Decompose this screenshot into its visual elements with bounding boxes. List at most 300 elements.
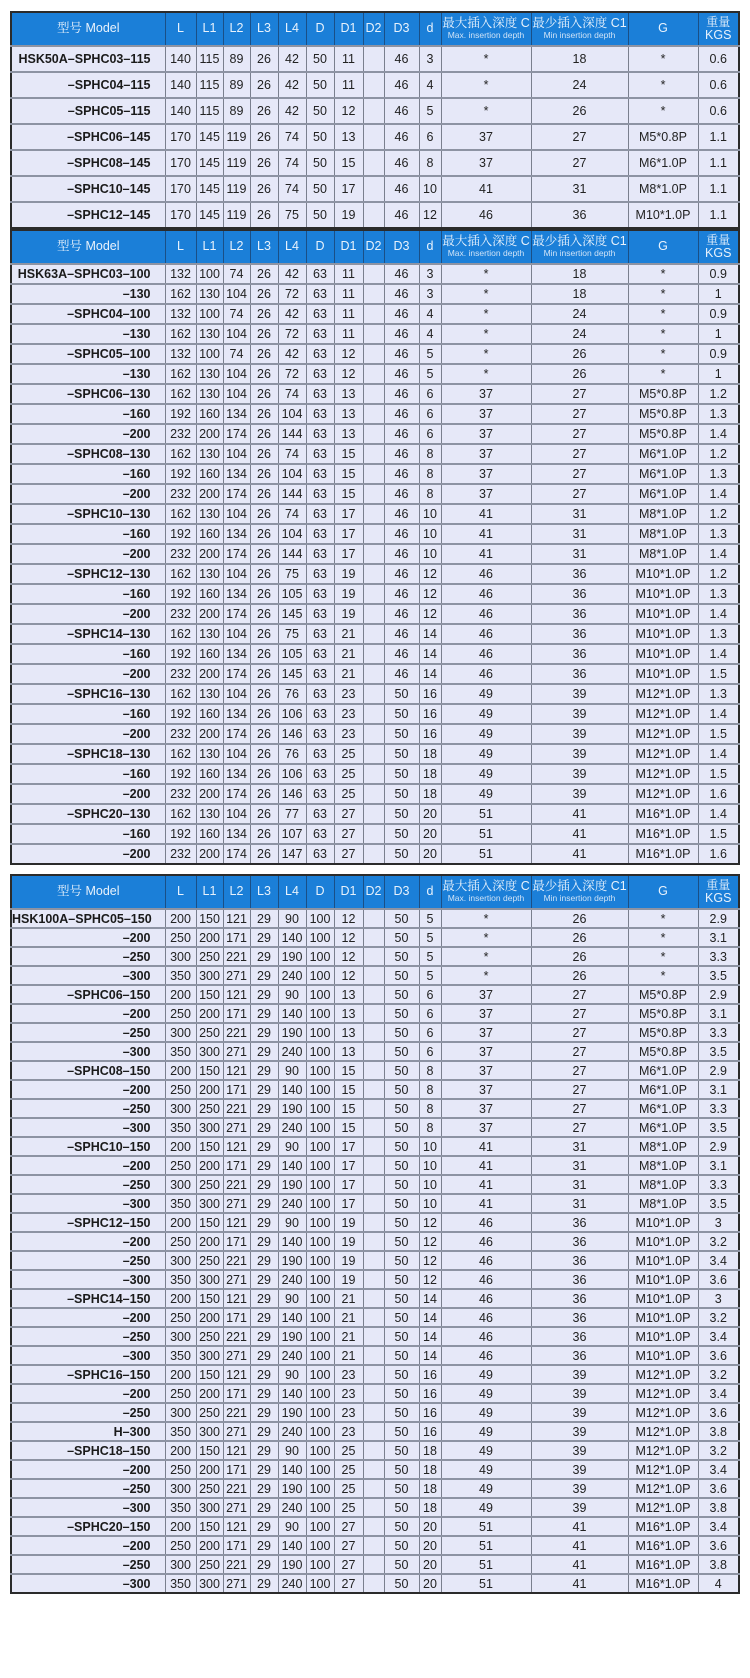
- cell-min-depth-C1: 36: [531, 1289, 628, 1308]
- cell-L1: 250: [196, 1251, 223, 1270]
- cell-d: 18: [419, 1441, 441, 1460]
- cell-L4: 240: [278, 1118, 306, 1137]
- cell-L2: 121: [223, 1365, 250, 1384]
- cell-L3: 26: [250, 72, 278, 98]
- cell-weight-kgs: 3.6: [698, 1270, 739, 1289]
- cell-L3: 26: [250, 584, 278, 604]
- cell-thread-G: M5*0.8P: [628, 1004, 698, 1023]
- cell-L4: 72: [278, 364, 306, 384]
- cell-L2: 134: [223, 824, 250, 844]
- cell-L: 232: [165, 844, 196, 864]
- cell-D3: 50: [384, 684, 419, 704]
- cell-L4: 90: [278, 1365, 306, 1384]
- cell-D: 100: [306, 1536, 334, 1555]
- cell-D1: 23: [334, 704, 363, 724]
- cell-d: 10: [419, 1175, 441, 1194]
- cell-L2: 221: [223, 1023, 250, 1042]
- cell-d: 6: [419, 384, 441, 404]
- cell-min-depth-C1: 41: [531, 1574, 628, 1593]
- table-row: [11, 364, 739, 384]
- cell-D: 100: [306, 1384, 334, 1403]
- cell-weight-kgs: 1.4: [698, 544, 739, 564]
- cell-min-depth-C1: 31: [531, 504, 628, 524]
- table-row: [11, 1498, 739, 1517]
- cell-D1: 19: [334, 564, 363, 584]
- cell-L1: 100: [196, 264, 223, 284]
- cell-D2: [363, 1118, 384, 1137]
- cell-D3: 50: [384, 966, 419, 985]
- cell-D2: [363, 1403, 384, 1422]
- header-label: 重量: [706, 232, 731, 247]
- cell-L4: 140: [278, 1384, 306, 1403]
- cell-min-depth-C1: 41: [531, 1517, 628, 1536]
- cell-L3: 29: [250, 966, 278, 985]
- cell-D1: 19: [334, 1213, 363, 1232]
- cell-L3: 26: [250, 304, 278, 324]
- header-row: [11, 12, 739, 46]
- table-row: [11, 384, 739, 404]
- cell-L3: 26: [250, 624, 278, 644]
- table-row: [11, 1536, 739, 1555]
- cell-L: 132: [165, 304, 196, 324]
- cell-D1: 17: [334, 1137, 363, 1156]
- cell-D1: 19: [334, 1232, 363, 1251]
- cell-L2: 221: [223, 1099, 250, 1118]
- cell-D1: 17: [334, 1156, 363, 1175]
- cell-min-depth-C1: 39: [531, 724, 628, 744]
- cell-D3: 50: [384, 928, 419, 947]
- header-label: D2: [365, 21, 382, 36]
- cell-L2: 271: [223, 1118, 250, 1137]
- cell-d: 14: [419, 1289, 441, 1308]
- cell-model: –250: [11, 1479, 165, 1498]
- cell-L2: 134: [223, 524, 250, 544]
- cell-max-depth-C: *: [441, 947, 531, 966]
- cell-model: –SPHC08–150: [11, 1061, 165, 1080]
- cell-D: 50: [306, 98, 334, 124]
- cell-max-depth-C: 46: [441, 644, 531, 664]
- cell-L4: 144: [278, 424, 306, 444]
- cell-L3: 29: [250, 1346, 278, 1365]
- cell-weight-kgs: 3.2: [698, 1441, 739, 1460]
- cell-D1: 25: [334, 1441, 363, 1460]
- cell-max-depth-C: 46: [441, 1232, 531, 1251]
- cell-min-depth-C1: 27: [531, 464, 628, 484]
- cell-L3: 29: [250, 985, 278, 1004]
- cell-L4: 140: [278, 1308, 306, 1327]
- header-D: [306, 875, 334, 909]
- cell-D: 50: [306, 124, 334, 150]
- cell-max-depth-C: 46: [441, 1270, 531, 1289]
- cell-L4: 147: [278, 844, 306, 864]
- cell-d: 16: [419, 1403, 441, 1422]
- cell-d: 3: [419, 284, 441, 304]
- cell-D3: 46: [384, 344, 419, 364]
- cell-max-depth-C: 46: [441, 1251, 531, 1270]
- cell-L3: 29: [250, 1156, 278, 1175]
- table-row: [11, 444, 739, 464]
- cell-L: 232: [165, 664, 196, 684]
- cell-model: –300: [11, 1118, 165, 1137]
- cell-max-depth-C: 37: [441, 150, 531, 176]
- cell-L: 162: [165, 624, 196, 644]
- table-row: [11, 1517, 739, 1536]
- cell-max-depth-C: 37: [441, 404, 531, 424]
- cell-model: –200: [11, 1384, 165, 1403]
- cell-D1: 12: [334, 364, 363, 384]
- cell-min-depth-C1: 24: [531, 324, 628, 344]
- cell-L1: 200: [196, 1308, 223, 1327]
- cell-max-depth-C: 41: [441, 1175, 531, 1194]
- cell-d: 6: [419, 1023, 441, 1042]
- cell-model: –250: [11, 1555, 165, 1574]
- cell-D2: [363, 464, 384, 484]
- cell-max-depth-C: 41: [441, 504, 531, 524]
- table-row: [11, 1099, 739, 1118]
- header-label: L1: [202, 21, 217, 36]
- cell-min-depth-C1: 36: [531, 1327, 628, 1346]
- cell-model: –250: [11, 1327, 165, 1346]
- cell-D: 63: [306, 804, 334, 824]
- cell-thread-G: M16*1.0P: [628, 804, 698, 824]
- cell-max-depth-C: 41: [441, 544, 531, 564]
- cell-D2: [363, 985, 384, 1004]
- cell-L: 170: [165, 176, 196, 202]
- cell-L3: 29: [250, 1384, 278, 1403]
- cell-L1: 150: [196, 1441, 223, 1460]
- cell-weight-kgs: 1.4: [698, 604, 739, 624]
- cell-model: –200: [11, 424, 165, 444]
- cell-D1: 15: [334, 1061, 363, 1080]
- cell-L1: 160: [196, 584, 223, 604]
- spec-table-hsk50a: [10, 11, 740, 229]
- cell-min-depth-C1: 26: [531, 364, 628, 384]
- cell-L: 350: [165, 1118, 196, 1137]
- cell-D1: 12: [334, 344, 363, 364]
- cell-d: 4: [419, 324, 441, 344]
- cell-weight-kgs: 0.9: [698, 304, 739, 324]
- cell-min-depth-C1: 27: [531, 1080, 628, 1099]
- cell-L: 350: [165, 1574, 196, 1593]
- cell-L: 350: [165, 1346, 196, 1365]
- cell-D: 100: [306, 928, 334, 947]
- cell-D1: 11: [334, 324, 363, 344]
- header-label: L4: [285, 239, 299, 254]
- cell-max-depth-C: 46: [441, 584, 531, 604]
- cell-L2: 119: [223, 150, 250, 176]
- cell-D2: [363, 1213, 384, 1232]
- header-label: L1: [202, 884, 217, 899]
- cell-L2: 104: [223, 744, 250, 764]
- header-D1: [334, 875, 363, 909]
- cell-D: 63: [306, 364, 334, 384]
- cell-thread-G: M16*1.0P: [628, 1555, 698, 1574]
- cell-L1: 300: [196, 1346, 223, 1365]
- cell-L: 232: [165, 724, 196, 744]
- cell-min-depth-C1: 36: [531, 1270, 628, 1289]
- table-row: [11, 1403, 739, 1422]
- cell-D2: [363, 564, 384, 584]
- cell-D3: 46: [384, 264, 419, 284]
- cell-thread-G: *: [628, 928, 698, 947]
- cell-L2: 119: [223, 202, 250, 228]
- header-sublabel: Min insertion depth: [543, 30, 616, 41]
- header-label: G: [658, 239, 668, 254]
- cell-max-depth-C: 41: [441, 524, 531, 544]
- cell-L: 250: [165, 928, 196, 947]
- cell-L3: 29: [250, 1194, 278, 1213]
- cell-weight-kgs: 3.2: [698, 1232, 739, 1251]
- cell-L: 300: [165, 1555, 196, 1574]
- cell-thread-G: M12*1.0P: [628, 704, 698, 724]
- cell-D3: 46: [384, 324, 419, 344]
- cell-L2: 271: [223, 1498, 250, 1517]
- cell-d: 10: [419, 1137, 441, 1156]
- cell-D1: 11: [334, 72, 363, 98]
- header-label: D: [315, 21, 325, 36]
- cell-thread-G: *: [628, 264, 698, 284]
- cell-D1: 21: [334, 644, 363, 664]
- cell-min-depth-C1: 39: [531, 784, 628, 804]
- cell-L2: 104: [223, 364, 250, 384]
- cell-D: 100: [306, 1289, 334, 1308]
- header-L3: [250, 875, 278, 909]
- header-D1: [334, 12, 363, 46]
- cell-min-depth-C1: 27: [531, 1061, 628, 1080]
- cell-min-depth-C1: 18: [531, 284, 628, 304]
- cell-D1: 17: [334, 504, 363, 524]
- cell-max-depth-C: 37: [441, 424, 531, 444]
- header-label: 重量: [706, 877, 731, 892]
- cell-min-depth-C1: 39: [531, 764, 628, 784]
- cell-D: 100: [306, 1156, 334, 1175]
- spec-table-hsk63a: [10, 229, 740, 865]
- cell-model: –200: [11, 1232, 165, 1251]
- cell-L: 350: [165, 1270, 196, 1289]
- cell-thread-G: M5*0.8P: [628, 424, 698, 444]
- table-row: [11, 1251, 739, 1270]
- table-row: [11, 844, 739, 864]
- cell-D1: 25: [334, 1479, 363, 1498]
- table-header: [11, 230, 739, 264]
- cell-D: 100: [306, 1061, 334, 1080]
- cell-thread-G: *: [628, 344, 698, 364]
- cell-model: –SPHC20–130: [11, 804, 165, 824]
- cell-D1: 17: [334, 1194, 363, 1213]
- cell-D2: [363, 784, 384, 804]
- cell-L3: 29: [250, 1460, 278, 1479]
- cell-max-depth-C: 49: [441, 784, 531, 804]
- cell-L3: 26: [250, 804, 278, 824]
- cell-min-depth-C1: 27: [531, 1099, 628, 1118]
- cell-L4: 240: [278, 1042, 306, 1061]
- cell-max-depth-C: 49: [441, 764, 531, 784]
- table-row: [11, 1479, 739, 1498]
- cell-D: 100: [306, 1099, 334, 1118]
- cell-L1: 200: [196, 1156, 223, 1175]
- cell-model: H–300: [11, 1422, 165, 1441]
- cell-D1: 25: [334, 764, 363, 784]
- cell-weight-kgs: 3.1: [698, 1004, 739, 1023]
- cell-model: –200: [11, 1080, 165, 1099]
- cell-max-depth-C: *: [441, 909, 531, 928]
- cell-D2: [363, 1175, 384, 1194]
- cell-D1: 23: [334, 1422, 363, 1441]
- cell-D3: 50: [384, 1327, 419, 1346]
- cell-D1: 25: [334, 1498, 363, 1517]
- cell-model: –160: [11, 824, 165, 844]
- cell-model: –300: [11, 1498, 165, 1517]
- cell-model: –130: [11, 364, 165, 384]
- cell-D: 100: [306, 1175, 334, 1194]
- cell-L1: 160: [196, 404, 223, 424]
- cell-L2: 89: [223, 98, 250, 124]
- cell-D1: 27: [334, 1517, 363, 1536]
- cell-D: 63: [306, 724, 334, 744]
- cell-max-depth-C: 37: [441, 1080, 531, 1099]
- header-L3: [250, 12, 278, 46]
- cell-L1: 200: [196, 1384, 223, 1403]
- table-row: [11, 1460, 739, 1479]
- cell-D2: [363, 1441, 384, 1460]
- table-row: [11, 684, 739, 704]
- cell-min-depth-C1: 36: [531, 202, 628, 228]
- cell-D2: [363, 404, 384, 424]
- cell-L1: 200: [196, 604, 223, 624]
- table-row: [11, 584, 739, 604]
- cell-thread-G: M8*1.0P: [628, 544, 698, 564]
- cell-L: 200: [165, 985, 196, 1004]
- cell-thread-G: M8*1.0P: [628, 504, 698, 524]
- cell-min-depth-C1: 31: [531, 1175, 628, 1194]
- cell-D: 63: [306, 404, 334, 424]
- cell-L4: 74: [278, 384, 306, 404]
- cell-thread-G: M10*1.0P: [628, 644, 698, 664]
- cell-min-depth-C1: 39: [531, 744, 628, 764]
- cell-L: 170: [165, 150, 196, 176]
- cell-min-depth-C1: 26: [531, 344, 628, 364]
- cell-min-depth-C1: 27: [531, 1004, 628, 1023]
- table-row: [11, 724, 739, 744]
- cell-weight-kgs: 3.1: [698, 1080, 739, 1099]
- cell-D3: 46: [384, 584, 419, 604]
- cell-D3: 50: [384, 1308, 419, 1327]
- cell-D2: [363, 484, 384, 504]
- cell-max-depth-C: *: [441, 324, 531, 344]
- table-row: [11, 909, 739, 928]
- cell-L2: 271: [223, 1194, 250, 1213]
- cell-L1: 130: [196, 624, 223, 644]
- cell-L1: 130: [196, 744, 223, 764]
- header-D2: [363, 875, 384, 909]
- cell-D1: 12: [334, 909, 363, 928]
- cell-L4: 190: [278, 1251, 306, 1270]
- cell-thread-G: M10*1.0P: [628, 1270, 698, 1289]
- cell-L4: 77: [278, 804, 306, 824]
- table-row: [11, 784, 739, 804]
- cell-min-depth-C1: 31: [531, 524, 628, 544]
- cell-L: 192: [165, 584, 196, 604]
- cell-min-depth-C1: 36: [531, 624, 628, 644]
- cell-D: 63: [306, 284, 334, 304]
- cell-L1: 250: [196, 1023, 223, 1042]
- cell-L: 250: [165, 1080, 196, 1099]
- cell-L2: 271: [223, 1270, 250, 1289]
- cell-D3: 46: [384, 624, 419, 644]
- cell-D1: 11: [334, 304, 363, 324]
- cell-L4: 74: [278, 504, 306, 524]
- cell-D: 100: [306, 1460, 334, 1479]
- cell-D: 100: [306, 1232, 334, 1251]
- cell-L2: 271: [223, 1042, 250, 1061]
- cell-L: 192: [165, 824, 196, 844]
- cell-L3: 29: [250, 1403, 278, 1422]
- cell-model: –SPHC18–130: [11, 744, 165, 764]
- cell-model: –300: [11, 1194, 165, 1213]
- cell-min-depth-C1: 41: [531, 1555, 628, 1574]
- cell-L2: 221: [223, 1403, 250, 1422]
- header-label: L2: [229, 239, 244, 254]
- cell-L: 162: [165, 364, 196, 384]
- cell-D3: 50: [384, 764, 419, 784]
- cell-L1: 160: [196, 824, 223, 844]
- header-L1: [196, 12, 223, 46]
- cell-L3: 26: [250, 424, 278, 444]
- cell-L: 200: [165, 1213, 196, 1232]
- cell-D2: [363, 384, 384, 404]
- cell-L4: 190: [278, 1099, 306, 1118]
- cell-D2: [363, 46, 384, 72]
- cell-D: 63: [306, 664, 334, 684]
- cell-max-depth-C: *: [441, 284, 531, 304]
- header-label: d: [426, 21, 434, 36]
- cell-weight-kgs: 0.6: [698, 98, 739, 124]
- cell-weight-kgs: 1.4: [698, 484, 739, 504]
- cell-D1: 21: [334, 1289, 363, 1308]
- cell-D3: 46: [384, 484, 419, 504]
- header-label: D2: [365, 884, 382, 899]
- cell-L: 300: [165, 1175, 196, 1194]
- cell-L1: 200: [196, 1536, 223, 1555]
- cell-L3: 29: [250, 1175, 278, 1194]
- header-D: [306, 230, 334, 264]
- cell-d: 18: [419, 1498, 441, 1517]
- cell-L2: 134: [223, 404, 250, 424]
- cell-min-depth-C1: 39: [531, 1403, 628, 1422]
- cell-D2: [363, 150, 384, 176]
- table-row: [11, 764, 739, 784]
- cell-L3: 26: [250, 344, 278, 364]
- cell-L3: 29: [250, 1118, 278, 1137]
- cell-D: 63: [306, 824, 334, 844]
- cell-L1: 300: [196, 1422, 223, 1441]
- cell-D: 63: [306, 304, 334, 324]
- cell-D: 63: [306, 464, 334, 484]
- cell-thread-G: M12*1.0P: [628, 784, 698, 804]
- cell-max-depth-C: 37: [441, 444, 531, 464]
- cell-L2: 74: [223, 304, 250, 324]
- cell-D3: 46: [384, 124, 419, 150]
- cell-d: 5: [419, 928, 441, 947]
- cell-L1: 160: [196, 524, 223, 544]
- cell-D3: 50: [384, 1232, 419, 1251]
- cell-min-depth-C1: 26: [531, 909, 628, 928]
- cell-L2: 121: [223, 1137, 250, 1156]
- cell-max-depth-C: 49: [441, 1498, 531, 1517]
- cell-min-depth-C1: 39: [531, 1498, 628, 1517]
- cell-D3: 50: [384, 1194, 419, 1213]
- cell-D3: 46: [384, 664, 419, 684]
